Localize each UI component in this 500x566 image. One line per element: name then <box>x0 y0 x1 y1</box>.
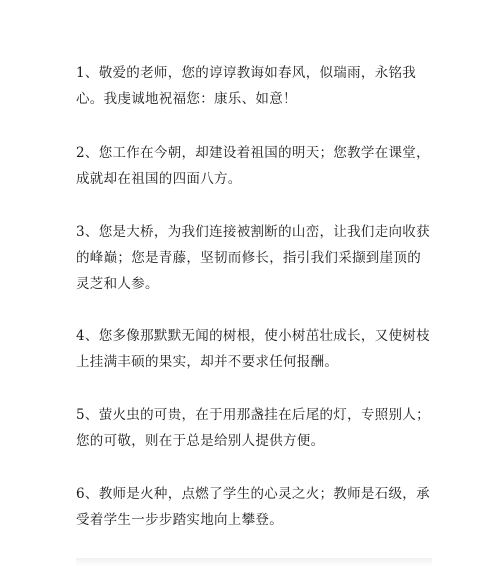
paragraph-6: 6、教师是火种，点燃了学生的心灵之火；教师是石级，承受着学生一步步踏实地向上攀登。 <box>76 486 430 528</box>
paragraph-1: 1、敬爱的老师，您的谆谆教诲如春风，似瑞雨，永铭我心。我虔诚地祝福您：康乐、如意！ <box>76 65 417 107</box>
paragraph-2: 2、您工作在今朝，却建设着祖国的明天；您教学在课堂，成就却在祖国的四面八方。 <box>76 145 430 187</box>
paragraph-3: 3、您是大桥，为我们连接被割断的山峦，让我们走向收获的峰巅；您是青藤，坚韧而修长，指引我们采撷到崖顶的灵芝和人参。 <box>76 224 430 292</box>
paragraph-5: 5、萤火虫的可贵，在于用那盏挂在后尾的灯，专照别人；您的可敬，则在于总是给别人提供方便。 <box>76 407 430 449</box>
paragraph-4: 4、您多像那默默无闻的树根，使小树茁壮成长，又使树枝上挂满丰硕的果实，却并不要求任何报酬。 <box>76 328 430 370</box>
cut-off-next-line <box>76 558 432 566</box>
